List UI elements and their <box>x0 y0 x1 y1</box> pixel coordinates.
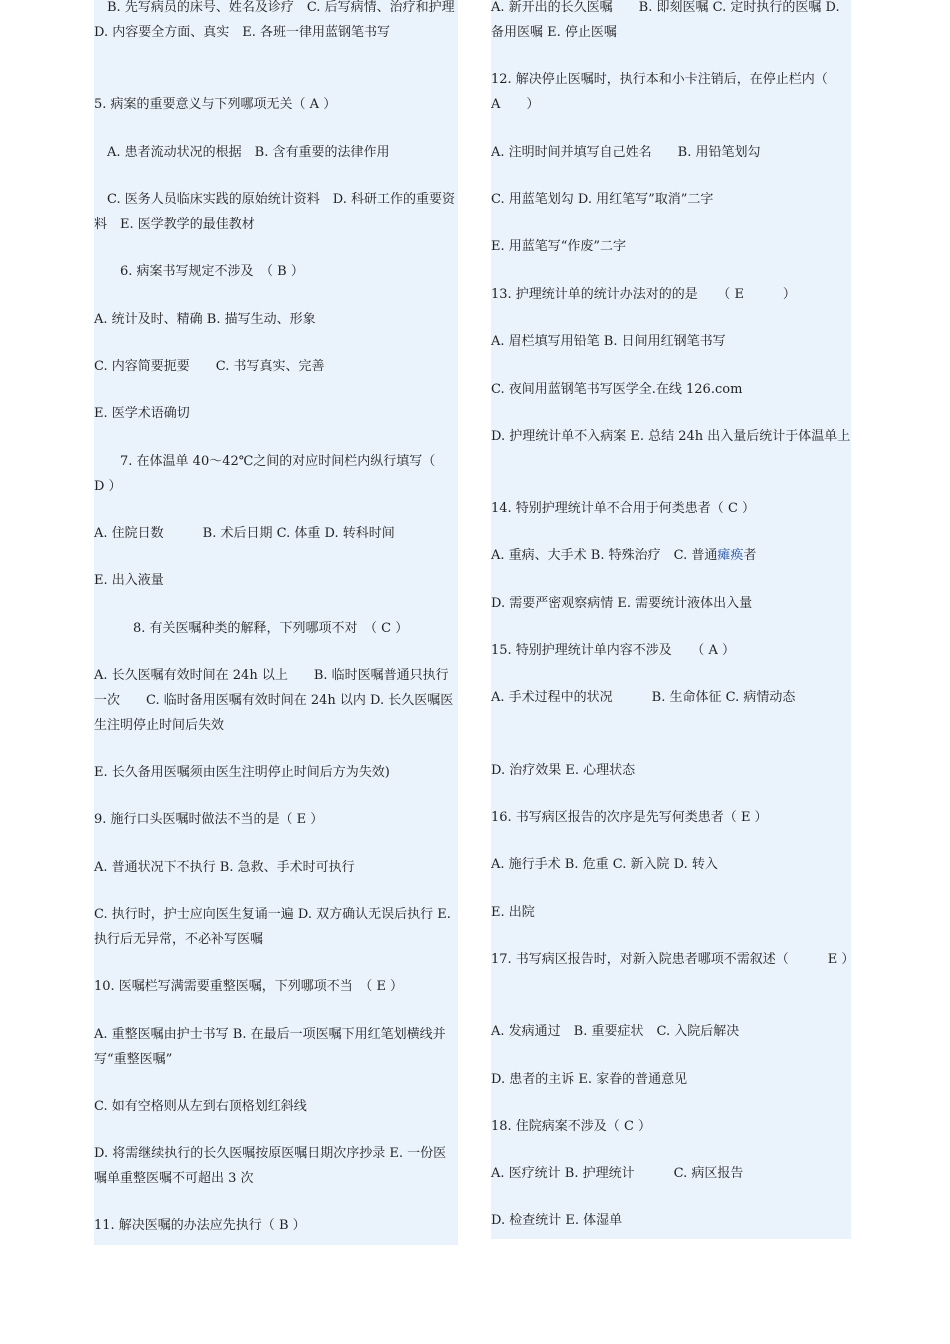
q14-options-de: D. 需要严密观察病情 E. 需要统计液体出入量 <box>491 596 753 611</box>
q6-options-ab: A. 统计及时、精确 B. 描写生动、形象 <box>94 312 316 327</box>
q6-options-cc: C. 内容简要扼要 C. 书写真实、完善 <box>94 359 325 374</box>
q17-question: 17. 书写病区报告时，对新入院患者哪项不需叙述（ E ） <box>491 952 855 967</box>
q8-options-e: E. 长久备用医嘱须由医生注明停止时间后方为失效) <box>94 765 390 780</box>
q15-question: 15. 特别护理统计单内容不涉及 （ A ） <box>491 643 735 658</box>
q7-options-e: E. 出入液量 <box>94 573 164 588</box>
q13-options-de: D. 护理统计单不入病案 E. 总结 24h 出入量后统计于体温单上 <box>491 429 851 444</box>
q12-question: 12. 解决停止医嘱时，执行本和小卡注销后，在停止栏内（ A ） <box>491 72 854 112</box>
q13-options-c: C. 夜间用蓝钢笔书写医学全.在线 126.com <box>491 382 743 397</box>
q5-options-cde: C. 医务人员临床实践的原始统计资料 D. 科研工作的重要资料 E. 医学教学的最佳教材 <box>94 192 455 232</box>
q8-question: 8. 有关医嘱种类的解释，下列哪项不对 （ C ） <box>94 621 409 636</box>
q13-question: 13. 护理统计单的统计办法对的的是 （ E ） <box>491 287 796 302</box>
q13-options-ab: A. 眉栏填写用铅笔 B. 日间用红钢笔书写 <box>491 334 726 349</box>
q9-question: 9. 施行口头医嘱时做法不当的是（ E ） <box>94 812 324 827</box>
q11-options: A. 新开出的长久医嘱 B. 即刻医嘱 C. 定时执行的医嘱 D. 备用医嘱 E. 停止医嘱 <box>491 0 840 40</box>
q17-options-abc: A. 发病通过 B. 重要症状 C. 入院后解决 <box>491 1024 740 1039</box>
q15-options-abc: A. 手术过程中的状况 B. 生命体征 C. 病情动态 <box>491 690 796 705</box>
q18-options-de: D. 检查统计 E. 体湿单 <box>491 1213 623 1228</box>
q14-options-after: 者 <box>743 548 757 563</box>
left-column <box>94 0 475 1245</box>
q5-question: 5. 病案的重要意义与下列哪项无关（ A ） <box>94 97 337 112</box>
q10-options-ab: A. 重整医嘱由护士书写 B. 在最后一项医嘱下用红笔划横线并写“重整医嘱” <box>94 1027 446 1067</box>
q5-options-ab: A. 患者流动状况的根据 B. 含有重要的法律作用 <box>94 145 390 160</box>
q7-question: 7. 在体温单 40～42℃之间的对应时间栏内纵行填写（ D ） <box>94 454 475 494</box>
q14-options-before: A. 重病、大手术 B. 特殊治疗 C. 普通 <box>491 548 718 563</box>
q4-options: B. 先写病员的床号、姓名及诊疗 C. 后写病情、治疗和护理 D. 内容要全方面、真实 E. 各班一律用蓝钢笔书写 <box>94 0 468 40</box>
q11-question: 11. 解决医嘱的办法应先执行（ B ） <box>94 1218 306 1233</box>
q10-question: 10. 医嘱栏写满需要重整医嘱，下列哪项不当 （ E ） <box>94 979 404 994</box>
q17-options-de: D. 患者的主诉 E. 家眷的普通意见 <box>491 1072 688 1087</box>
q12-options-ab: A. 注明时间并填写自己姓名 B. 用铅笔划勾 <box>491 145 761 160</box>
q8-options-abcd: A. 长久医嘱有效时间在 24h 以上 B. 临时医嘱普通只执行一次 C. 临时备用医嘱有效时间在 24h 以内 D. 长久医嘱医生注明停止时间后失效 <box>94 668 454 733</box>
q9-options-ab: A. 普通状况下不执行 B. 急救、手术时可执行 <box>94 860 355 875</box>
right-column <box>491 0 855 1239</box>
q14-options-abc <box>491 543 851 568</box>
q6-options-e: E. 医学术语确切 <box>94 406 190 421</box>
q16-question: 16. 书写病区报告的次序是先写何类患者（ E ） <box>491 810 768 825</box>
q14-question: 14. 特别护理统计单不合用于何类患者（ C ） <box>491 501 756 516</box>
q16-options-abcd: A. 施行手术 B. 危重 C. 新入院 D. 转入 <box>491 857 718 872</box>
q6-question: 6. 病案书写规定不涉及 （ B ） <box>94 264 304 279</box>
q18-question: 18. 住院病案不涉及（ C ） <box>491 1119 652 1134</box>
paralysis-link[interactable]: 瘫痪 <box>717 548 744 563</box>
q7-options-abcd: A. 住院日数 B. 术后日期 C. 体重 D. 转科时间 <box>94 526 395 541</box>
q12-options-e: E. 用蓝笔写“作废”二字 <box>491 239 627 254</box>
q16-options-e: E. 出院 <box>491 905 535 920</box>
q10-options-c: C. 如有空格则从左到右顶格划红斜线 <box>94 1099 307 1114</box>
q10-options-de: D. 将需继续执行的长久医嘱按原医嘱日期次序抄录 E. 一份医嘱单重整医嘱不可超出 3 次 <box>94 1146 447 1186</box>
q9-options-cde: C. 执行时，护士应向医生复诵一遍 D. 双方确认无误后执行 E. 执行后无异常，不必补写医嘱 <box>94 907 451 947</box>
q12-options-cd: C. 用蓝笔划勾 D. 用红笔写”取消”二字 <box>491 192 714 207</box>
q18-options-abc: A. 医疗统计 B. 护理统计 C. 病区报告 <box>491 1166 744 1181</box>
q15-options-de: D. 治疗效果 E. 心理状态 <box>491 763 636 778</box>
